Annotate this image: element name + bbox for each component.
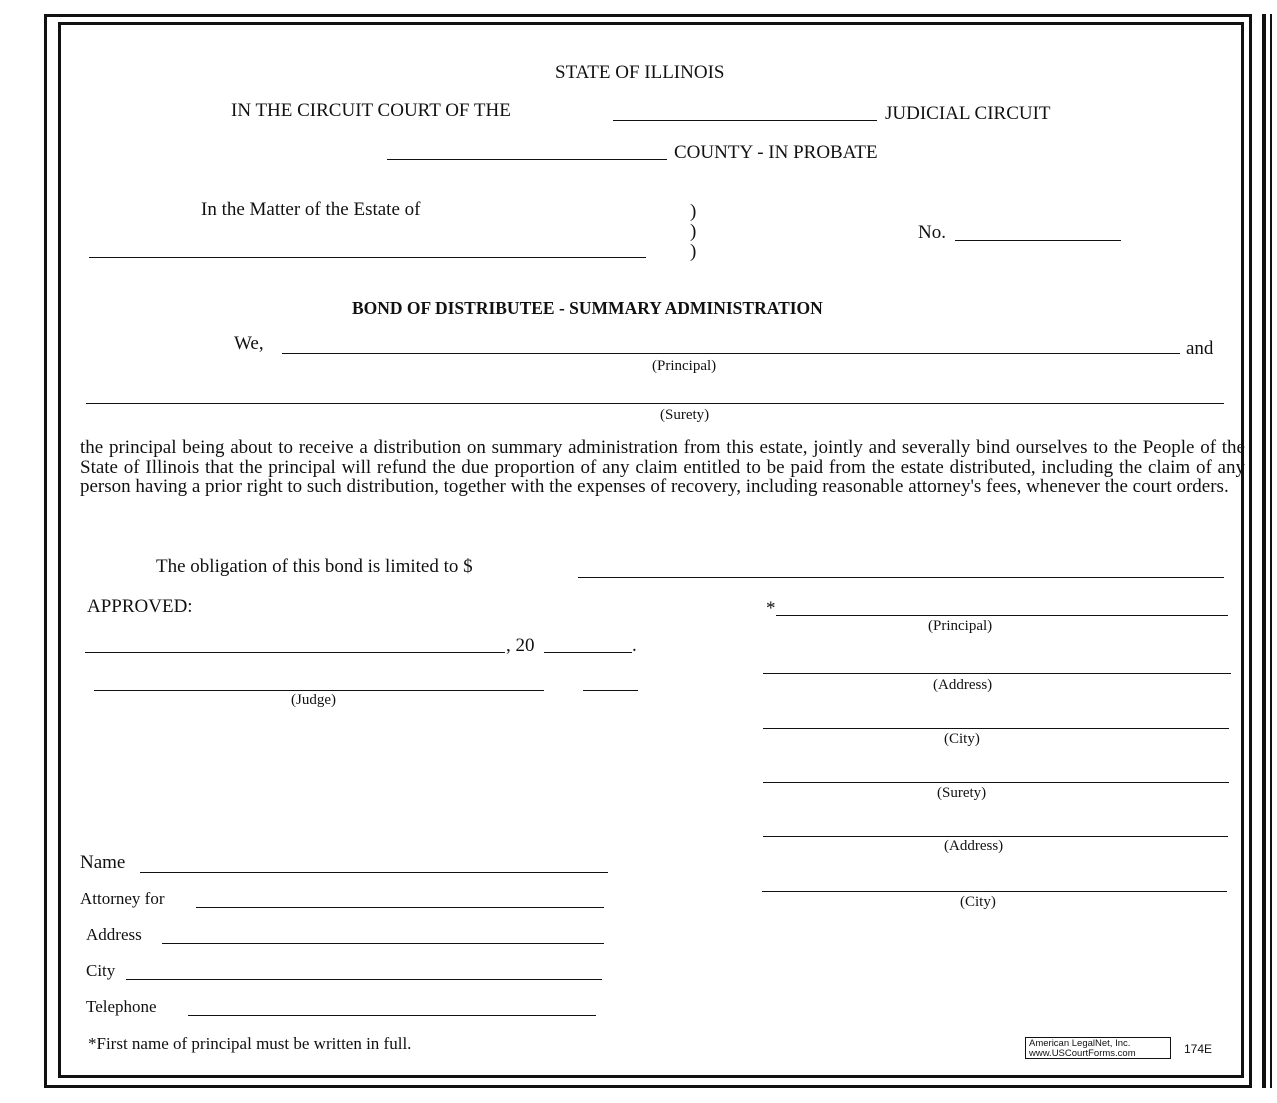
attorney-city-label: City [86,961,116,980]
court-suffix: JUDICIAL CIRCUIT [885,103,1051,124]
surety-signature-line[interactable] [763,782,1229,783]
attorney-city-line[interactable] [126,979,602,980]
principal-signature-caption: (Principal) [928,618,993,634]
county-blank[interactable] [387,159,667,160]
attorney-for-label: Attorney for [80,889,165,908]
caption-paren-3: ) [690,241,697,262]
caption-paren-1: ) [690,201,697,222]
principal-address-line[interactable] [763,673,1231,674]
principal-name-blank[interactable] [282,353,1180,354]
surety-signature-caption: (Surety) [937,785,987,801]
right-border-band [1262,14,1266,1088]
obligation-amount-blank[interactable] [578,577,1224,578]
principal-city-caption: (City) [944,731,980,747]
footnote: *First name of principal must be written in full. [88,1034,412,1053]
surety-address-caption: (Address) [944,838,1004,854]
surety-caption: (Surety) [660,407,710,423]
estate-name-blank[interactable] [89,257,646,258]
attorney-address-label: Address [86,925,142,944]
case-number-blank[interactable] [955,240,1121,241]
attorney-name-label: Name [80,852,126,873]
publisher-name: American LegalNet, Inc. [1029,1038,1131,1049]
form-number: 174E [1184,1042,1213,1056]
inner-border [58,22,1244,1078]
year-prefix: , 20 [506,635,535,656]
surety-address-line[interactable] [763,836,1228,837]
attorney-address-line[interactable] [162,943,604,944]
approved-label: APPROVED: [87,596,193,617]
caption-paren-2: ) [690,221,697,242]
case-number-label: No. [918,222,946,243]
circuit-blank[interactable] [613,120,877,121]
year-blank[interactable] [544,652,632,653]
attorney-for-line[interactable] [196,907,604,908]
judge-caption: (Judge) [291,692,336,708]
approval-date-blank[interactable] [85,652,505,653]
court-prefix: IN THE CIRCUIT COURT OF THE [231,100,511,121]
principal-caption: (Principal) [652,358,717,374]
publisher-logo [1025,1037,1171,1059]
we-label: We, [234,333,264,354]
surety-city-caption: (City) [960,894,996,910]
form-title: BOND OF DISTRIBUTEE - SUMMARY ADMINISTRATION [352,298,823,318]
judge-signature-line-extra[interactable] [583,690,638,691]
estate-of-label: In the Matter of the Estate of [201,199,421,220]
principal-asterisk: * [766,598,776,619]
attorney-telephone-line[interactable] [188,1015,596,1016]
principal-signature-line[interactable] [776,615,1228,616]
and-label: and [1186,338,1214,359]
surety-city-line[interactable] [762,891,1227,892]
judge-signature-line[interactable] [94,690,544,691]
obligation-label: The obligation of this bond is limited to $ [156,556,473,577]
attorney-telephone-label: Telephone [86,997,157,1016]
publisher-website: www.USCourtForms.com [1029,1048,1136,1059]
county-heading: COUNTY - IN PROBATE [674,142,878,163]
date-period: . [632,635,637,656]
principal-city-line[interactable] [763,728,1229,729]
surety-name-blank[interactable] [86,403,1224,404]
principal-address-caption: (Address) [933,677,993,693]
bond-body-text: the principal being about to receive a distribution on summary administration from this estate, jointly and severally bind ourselves to the People of the State of Illinois that the principal will refund the due proportion of any claim entitled to be paid from the estate distributed, including the claim of any person having a prior right to such distribution, together with the expenses of recovery, including reasonable attorney's fees, whenever the court orders. [80,437,1245,497]
state-heading: STATE OF ILLINOIS [555,62,725,83]
attorney-name-line[interactable] [140,872,608,873]
right-border-band-thin [1270,14,1272,1088]
